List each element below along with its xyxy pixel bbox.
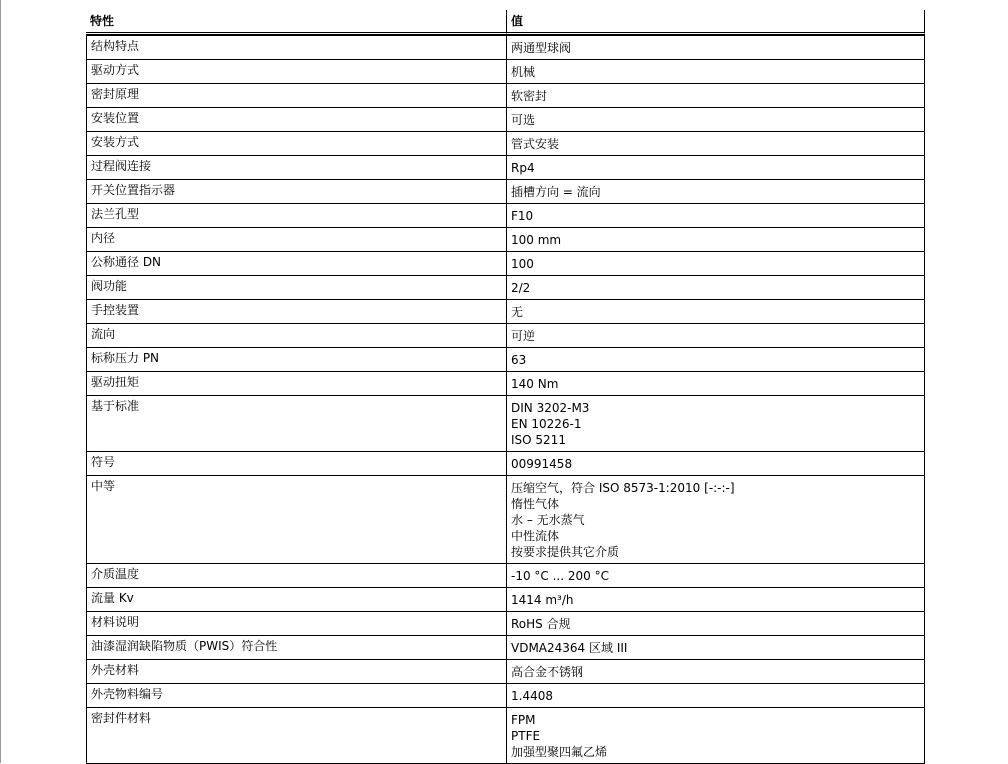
table-row <box>86 348 925 372</box>
property-cell: 密封原理 <box>86 84 506 108</box>
table-row <box>86 636 925 660</box>
header-row <box>86 10 925 35</box>
table-row <box>86 372 925 396</box>
property-cell: 法兰孔型 <box>86 204 506 228</box>
value-line: 按要求提供其它介质 <box>511 545 620 559</box>
value-cell <box>506 84 925 108</box>
spec-table-header <box>86 10 925 35</box>
value-line: -10 °C ... 200 °C <box>511 569 609 583</box>
property-cell: 介质温度 <box>86 564 506 588</box>
table-row <box>86 180 925 204</box>
value-cell <box>506 108 925 132</box>
value-cell <box>506 204 925 228</box>
property-cell: 结构特点 <box>86 35 506 60</box>
value-line: PTFE <box>511 729 541 743</box>
property-cell: 阀功能 <box>86 276 506 300</box>
value-line: RoHS 合规 <box>511 617 571 631</box>
value-cell <box>506 228 925 252</box>
value-line: VDMA24364 区域 III <box>511 641 628 655</box>
value-cell <box>506 660 925 684</box>
property-cell: 安装方式 <box>86 132 506 156</box>
value-line: 高合金不锈钢 <box>511 665 584 679</box>
value-cell <box>506 636 925 660</box>
header-property: 特性 <box>86 10 506 35</box>
value-line: 可选 <box>511 113 536 127</box>
table-row <box>86 660 925 684</box>
value-line: 插槽方向 = 流向 <box>511 185 601 199</box>
header-value: 值 <box>506 10 925 35</box>
property-cell: 流量 Kv <box>86 588 506 612</box>
value-cell <box>506 180 925 204</box>
value-cell <box>506 396 925 452</box>
value-cell <box>506 564 925 588</box>
value-line: EN 10226-1 <box>511 417 582 431</box>
table-row <box>86 396 925 452</box>
property-cell: 油漆湿润缺陷物质（PWIS）符合性 <box>86 636 506 660</box>
value-cell <box>506 132 925 156</box>
value-line: 水 – 无水蒸气 <box>511 513 585 527</box>
value-cell <box>506 588 925 612</box>
value-line: 00991458 <box>511 457 573 471</box>
value-cell <box>506 684 925 708</box>
table-row <box>86 84 925 108</box>
value-cell <box>506 300 925 324</box>
value-cell <box>506 276 925 300</box>
property-cell: 流向 <box>86 324 506 348</box>
property-cell: 过程阀连接 <box>86 156 506 180</box>
value-line: 1.4408 <box>511 689 553 703</box>
value-cell <box>506 35 925 60</box>
table-row <box>86 324 925 348</box>
value-line: 中性流体 <box>511 529 560 543</box>
value-cell <box>506 252 925 276</box>
property-cell: 密封件材料 <box>86 708 506 764</box>
property-cell: 开关位置指示器 <box>86 180 506 204</box>
table-row <box>86 588 925 612</box>
table-row <box>86 684 925 708</box>
value-line: FPM <box>511 713 536 727</box>
value-line: 管式安装 <box>511 137 560 151</box>
table-row <box>86 252 925 276</box>
value-cell <box>506 156 925 180</box>
table-row <box>86 300 925 324</box>
value-line: 可逆 <box>511 329 536 343</box>
property-cell: 驱动方式 <box>86 60 506 84</box>
value-line: 机械 <box>511 65 536 79</box>
value-line: F10 <box>511 209 534 223</box>
table-row <box>86 60 925 84</box>
property-cell: 外壳物料编号 <box>86 684 506 708</box>
table-row <box>86 612 925 636</box>
value-cell <box>506 372 925 396</box>
page-left-border <box>0 0 1 763</box>
value-cell <box>506 348 925 372</box>
value-cell <box>506 452 925 476</box>
value-line: 100 <box>511 257 534 271</box>
table-row <box>86 708 925 764</box>
value-line: 无 <box>511 305 524 319</box>
value-line: 惰性气体 <box>511 497 560 511</box>
value-line: Rp4 <box>511 161 535 175</box>
property-cell: 标称压力 PN <box>86 348 506 372</box>
value-line: 63 <box>511 353 527 367</box>
property-cell: 手控装置 <box>86 300 506 324</box>
value-line: DIN 3202-M3 <box>511 401 590 415</box>
table-row <box>86 476 925 564</box>
spec-table <box>86 10 925 764</box>
property-cell: 驱动扭矩 <box>86 372 506 396</box>
value-cell <box>506 612 925 636</box>
property-cell: 中等 <box>86 476 506 564</box>
table-row <box>86 108 925 132</box>
value-cell <box>506 476 925 564</box>
property-cell: 符号 <box>86 452 506 476</box>
property-cell: 安装位置 <box>86 108 506 132</box>
table-row <box>86 204 925 228</box>
table-row <box>86 564 925 588</box>
property-cell: 基于标准 <box>86 396 506 452</box>
value-cell <box>506 708 925 764</box>
spec-table-body <box>86 35 925 764</box>
value-cell <box>506 324 925 348</box>
table-row <box>86 276 925 300</box>
table-row <box>86 132 925 156</box>
value-line: 1414 m³/h <box>511 593 574 607</box>
table-row <box>86 228 925 252</box>
value-line: ISO 5211 <box>511 433 566 447</box>
value-line: 加强型聚四氟乙烯 <box>511 745 608 759</box>
property-cell: 材料说明 <box>86 612 506 636</box>
value-line: 压缩空气，符合 ISO 8573-1:2010 [-:-:-] <box>511 481 735 495</box>
value-line: 100 mm <box>511 233 562 247</box>
value-line: 软密封 <box>511 89 548 103</box>
property-cell: 公称通径 DN <box>86 252 506 276</box>
table-row <box>86 452 925 476</box>
value-line: 2/2 <box>511 281 531 295</box>
value-line: 两通型球阀 <box>511 41 572 55</box>
property-cell: 内径 <box>86 228 506 252</box>
table-row <box>86 156 925 180</box>
property-cell: 外壳材料 <box>86 660 506 684</box>
table-row <box>86 35 925 60</box>
value-cell <box>506 60 925 84</box>
value-line: 140 Nm <box>511 377 559 391</box>
